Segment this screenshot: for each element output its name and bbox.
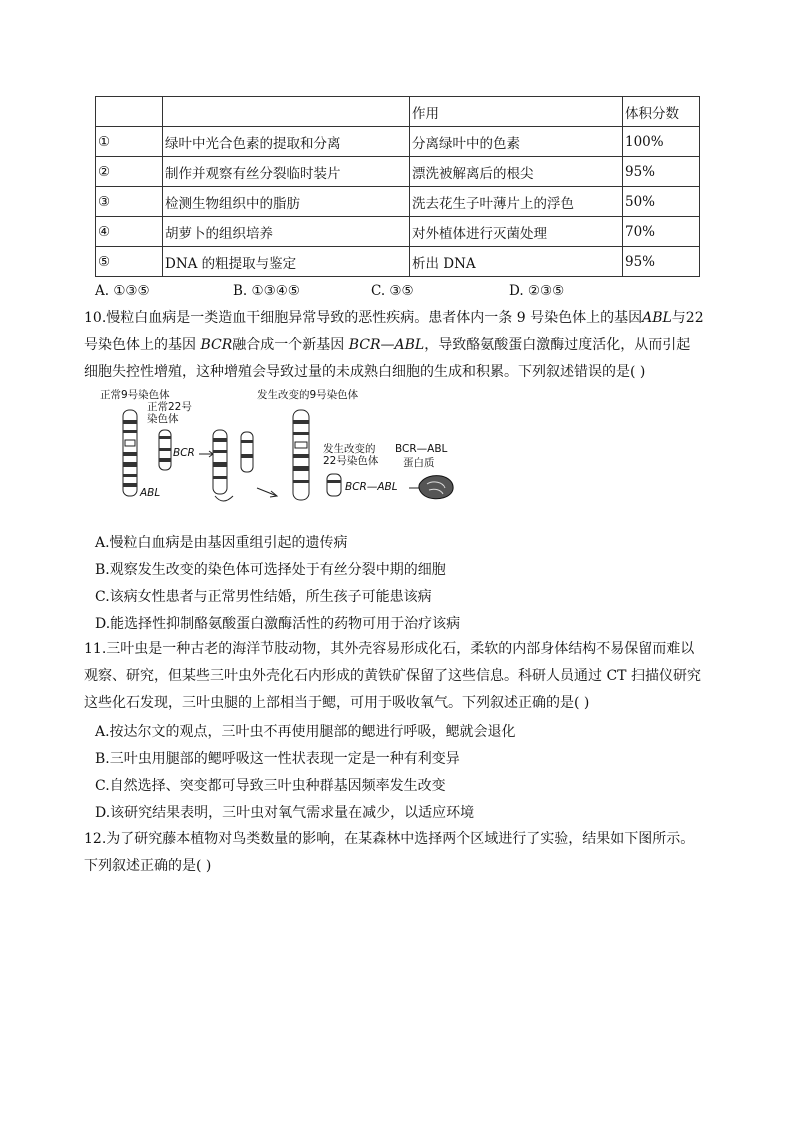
table-cell: ①: [96, 127, 163, 157]
label-protein-l2: 蛋白质: [403, 457, 435, 469]
chromosome-9-changed: [293, 410, 309, 500]
q10-stem: [84, 305, 704, 386]
table-cell: 胡萝卜的组织培养: [163, 217, 410, 247]
table-header-cell: 体积分数: [623, 97, 700, 127]
q11-option-a[interactable]: A.按达尔文的观点，三叶虫不再使用腿部的鳃进行呼吸，鳃就会退化: [95, 724, 516, 740]
label-protein-l1: BCR—ABL: [395, 443, 448, 455]
table-cell: ④: [96, 217, 163, 247]
q10-stem-part: 22 号染色体上的基因: [84, 310, 704, 353]
q9-option-a[interactable]: A. ①③⑤: [95, 283, 150, 299]
gene-abl-label: ABL: [140, 487, 161, 499]
q9-options: [95, 283, 564, 299]
q10-stem-part: 融合成一个新基因: [232, 337, 349, 353]
q10-option-b[interactable]: B.观察发生改变的染色体可选择处于有丝分裂中期的细胞: [95, 562, 446, 578]
label-changed-22-l1: 发生改变的: [323, 443, 376, 455]
q9-option-b[interactable]: B. ①③④⑤: [233, 283, 300, 299]
table-cell: 析出 DNA: [410, 247, 623, 277]
q10-stem-part: ，导致酪氨酸蛋白激酶过度活化，从而引起细胞失控性增殖，这种增殖会导致过量的未成熟白细胞的生成和积累。下列叙述错误的是( ): [84, 337, 691, 380]
reagent-table: [95, 96, 700, 277]
table-cell: 100%: [623, 127, 700, 157]
table-row: [96, 217, 700, 247]
fragment-cap: [215, 496, 233, 501]
protein-icon: [419, 476, 453, 499]
table-cell: ③: [96, 187, 163, 217]
table-cell: 制作并观察有丝分裂临时装片: [163, 157, 410, 187]
table-row: [96, 157, 700, 187]
table-cell: 漂洗被解离后的根尖: [410, 157, 623, 187]
q9-option-c[interactable]: C. ③⑤: [371, 283, 414, 299]
table-cell: 50%: [623, 187, 700, 217]
label-normal-22-l1: 正常22号: [147, 401, 192, 413]
table-cell: 洗去花生子叶薄片上的浮色: [410, 187, 623, 217]
q10-gene-abl: ABL: [642, 310, 672, 326]
table-cell: ②: [96, 157, 163, 187]
gene-bcr-label: BCR: [173, 447, 195, 459]
table-header-cell: 作用: [410, 97, 623, 127]
q10-stem-part: 与: [671, 310, 686, 326]
table-cell: 95%: [623, 157, 700, 187]
gene-fusion-label: BCR—ABL: [345, 481, 398, 493]
q9-option-d[interactable]: D. ②③⑤: [509, 283, 565, 299]
label-changed-9: 发生改变的9号染色体: [257, 389, 359, 401]
chromosome-9-middle: [213, 430, 227, 494]
table-header-row: [96, 97, 700, 127]
table-cell: 检测生物组织中的脂肪: [163, 187, 410, 217]
q10-option-c[interactable]: C.该病女性患者与正常男性结婚，所生孩子可能患该病: [95, 589, 432, 605]
table-row: [96, 247, 700, 277]
q12-stem: [84, 826, 704, 880]
table-cell: 95%: [623, 247, 700, 277]
chromosome-figure: [95, 388, 475, 508]
q10-stem-part: 10.慢粒白血病是一类造血干细胞异常导致的恶性疾病。患者体内一条 9 号染色体上的基因: [84, 310, 643, 326]
q10-gene-bcr: BCR: [200, 337, 233, 353]
label-changed-22-l2: 22号染色体: [323, 455, 379, 467]
swap-arrow-icon: [257, 488, 277, 496]
chromosome-22-fragment: [241, 432, 253, 472]
table-cell: DNA 的粗提取与鉴定: [163, 247, 410, 277]
table-header-cell: [96, 97, 163, 127]
table-cell: 绿叶中光合色素的提取和分离: [163, 127, 410, 157]
q10-option-a[interactable]: A.慢粒白血病是由基因重组引起的遗传病: [95, 535, 348, 551]
table-cell: ⑤: [96, 247, 163, 277]
table-cell: 对外植体进行灭菌处理: [410, 217, 623, 247]
q10-gene-fusion: BCR—ABL: [348, 337, 425, 353]
q11-option-d[interactable]: D.该研究结果表明，三叶虫对氧气需求量在减少，以适应环境: [95, 805, 475, 821]
chromosome-22-changed: [327, 474, 341, 496]
table-header-cell: [163, 97, 410, 127]
table-row: [96, 127, 700, 157]
label-normal-9: 正常9号染色体: [100, 389, 170, 401]
q11-option-b[interactable]: B.三叶虫用腿部的鳃呼吸这一性状表现一定是一种有利变异: [95, 751, 460, 767]
chromosome-9-normal: [123, 410, 137, 496]
table-cell: 70%: [623, 217, 700, 247]
label-normal-22-l2: 染色体: [147, 413, 179, 425]
q10-option-d[interactable]: D.能选择性抑制酪氨酸蛋白激酶活性的药物可用于治疗该病: [95, 616, 461, 632]
table-row: [96, 187, 700, 217]
chromosome-22-normal: [159, 430, 171, 470]
q11-stem: [84, 636, 704, 717]
q11-stem-text: 11.三叶虫是一种古老的海洋节肢动物，其外壳容易形成化石，柔软的内部身体结构不易保留而难以观察、研究，但某些三叶虫外壳化石内形成的黄铁矿保留了这些信息。科研人员通过 CT 扫描仪研究这些化石发现，三叶虫腿的上部相当于鳃，可用于吸收氧气。下列叙述正确的是( ): [84, 641, 701, 711]
q12-stem-text: 12.为了研究藤本植物对鸟类数量的影响，在某森林中选择两个区域进行了实验，结果如下图所示。下列叙述正确的是( ): [84, 831, 695, 874]
q11-option-c[interactable]: C.自然选择、突变都可导致三叶虫种群基因频率发生改变: [95, 778, 446, 794]
table-cell: 分离绿叶中的色素: [410, 127, 623, 157]
